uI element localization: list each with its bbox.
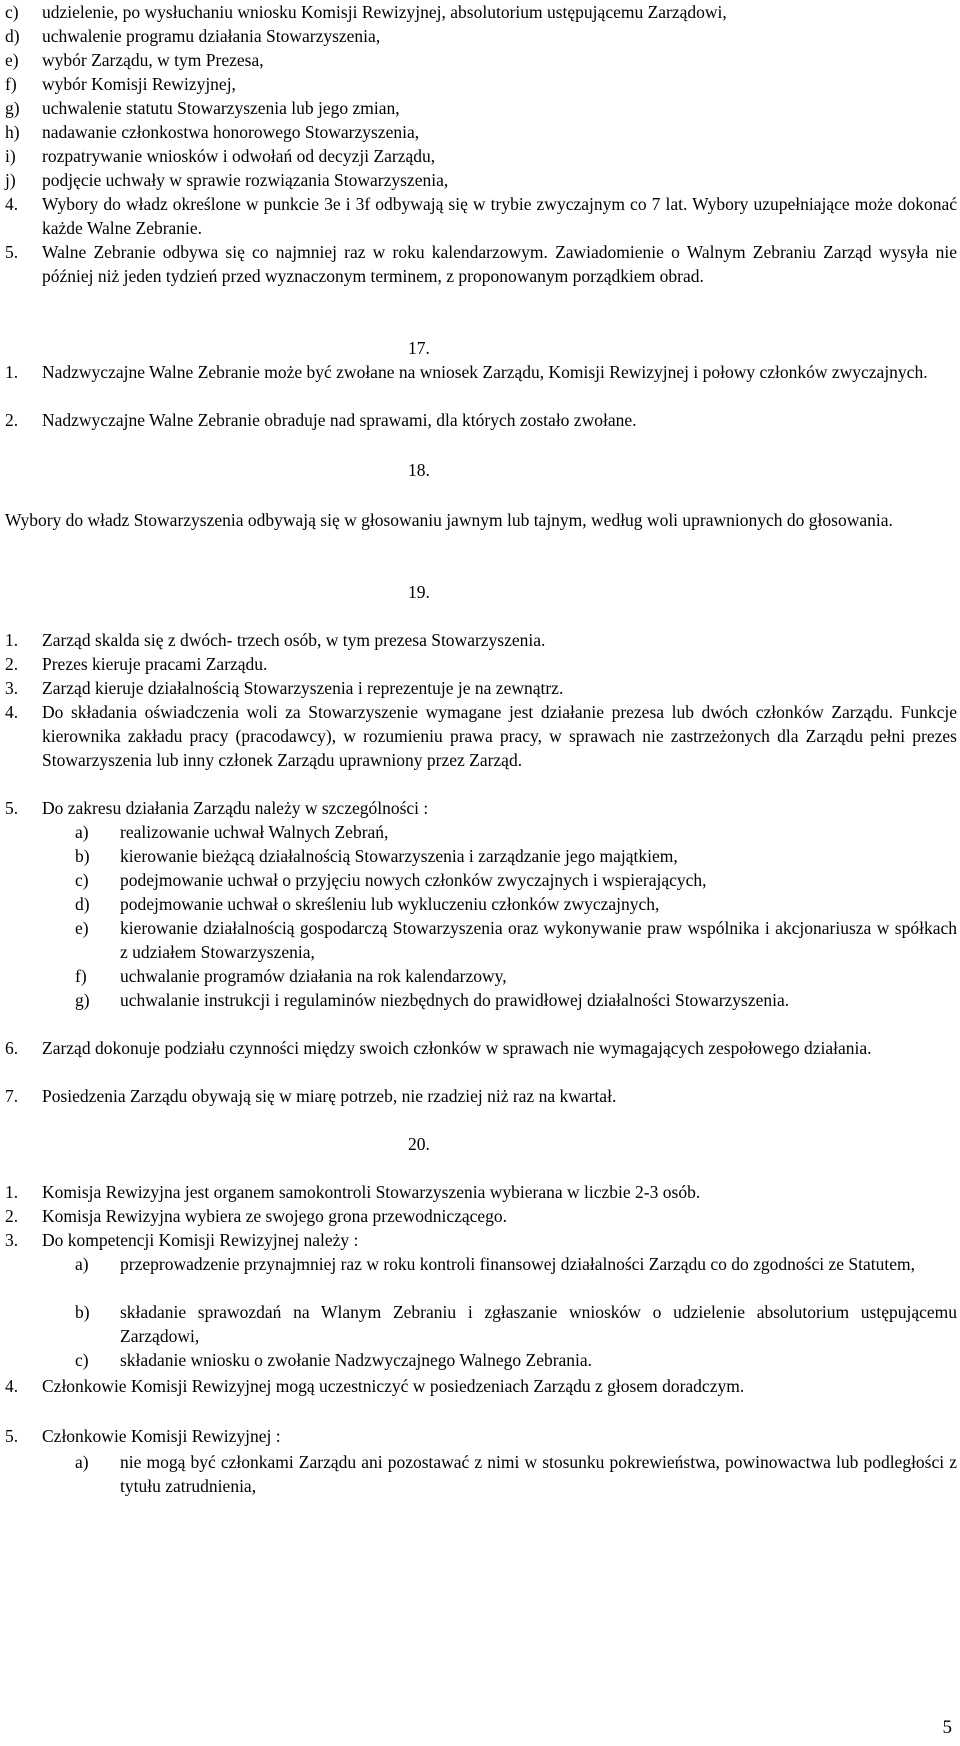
list-item: [5, 120, 957, 144]
list-label: 2.: [5, 410, 19, 430]
sublist-text: nie mogą być członkami Zarządu ani pozostawać z nimi w stosunku pokrewieństwa, powinowactwa lub podległości z tytułu zatrudnienia,: [120, 1452, 957, 1496]
sublist-item: [75, 1300, 957, 1348]
sublist-label: d): [75, 894, 90, 914]
list-label: j): [5, 170, 16, 190]
sublist-item: [75, 916, 957, 964]
list-label: 3.: [5, 678, 19, 698]
list-item: [5, 1424, 957, 1448]
list-text: uchwalenie programu działania Stowarzyszenia,: [42, 26, 381, 46]
list-label: 7.: [5, 1086, 19, 1106]
sublist-text: podejmowanie uchwał o przyjęciu nowych członków zwyczajnych i wspierających,: [120, 870, 707, 890]
list-label: f): [5, 74, 17, 94]
sublist-label: e): [75, 918, 89, 938]
list-label: 1.: [5, 362, 19, 382]
list-text: wybór Zarządu, w tym Prezesa,: [42, 50, 264, 70]
list-label: 1.: [5, 1182, 19, 1202]
sublist-text: podejmowanie uchwał o skreśleniu lub wykluczeniu członków zwyczajnych,: [120, 894, 660, 914]
sublist-text: składanie wniosku o zwołanie Nadzwyczajnego Walnego Zebrania.: [120, 1350, 593, 1370]
list-text: Komisja Rewizyjna wybiera ze swojego grona przewodniczącego.: [42, 1206, 508, 1226]
list-text: Zarząd dokonuje podziału czynności między swoich członków w sprawach nie wymagających zespołowego działania.: [42, 1038, 872, 1058]
list-item: [5, 1204, 957, 1228]
list-item: [5, 168, 957, 192]
list-item: [5, 1084, 957, 1108]
list-item: [5, 48, 957, 72]
sublist-label: f): [75, 966, 87, 986]
list-item: [5, 628, 957, 652]
page-number: 5: [942, 1717, 952, 1738]
list-item: [5, 1180, 957, 1204]
list-item: [5, 96, 957, 120]
sublist-item: [75, 964, 957, 988]
list-label: g): [5, 98, 20, 118]
list-item: [5, 1374, 957, 1398]
list-text: podjęcie uchwały w sprawie rozwiązania Stowarzyszenia,: [42, 170, 449, 190]
sublist-label: b): [75, 846, 90, 866]
list-label: 6.: [5, 1038, 19, 1058]
list-label: 4.: [5, 1376, 19, 1396]
list-item: [5, 144, 957, 168]
list-item: [5, 676, 957, 700]
sublist-item: [75, 1450, 957, 1498]
list-text: udzielenie, po wysłuchaniu wniosku Komisji Rewizyjnej, absolutorium ustępującemu Zarządowi,: [42, 2, 727, 22]
sublist-label: a): [75, 822, 89, 842]
list-item: [5, 24, 957, 48]
list-item: [5, 796, 957, 820]
list-label: d): [5, 26, 20, 46]
list-text: Członkowie Komisji Rewizyjnej :: [42, 1426, 281, 1446]
list-label: 4.: [5, 194, 19, 214]
sublist-text: składanie sprawozdań na Wlanym Zebraniu i zgłaszanie wniosków o udzielenie absolutorium ustępującemu Zarządowi,: [120, 1302, 957, 1346]
list-label: 1.: [5, 630, 19, 650]
sublist-item: [75, 1252, 957, 1276]
list-item: [5, 72, 957, 96]
list-label: 5.: [5, 1426, 19, 1446]
sublist-item: [75, 820, 957, 844]
list-label: 5.: [5, 242, 19, 262]
sublist-item: [75, 892, 957, 916]
list-text: Do składania oświadczenia woli za Stowarzyszenie wymagane jest działanie prezesa lub dwóch członków Zarządu. Funkcje kierownika zakładu pracy (pracodawcy), w rozumieniu prawa pracy, w sprawach nie zastrzeżonych dla Zarządu pełni prezes Stowarzyszenia lub inny członek Zarządu uprawniony przez Zarząd.: [42, 702, 957, 770]
list-item: [5, 408, 957, 432]
list-label: 2.: [5, 1206, 19, 1226]
sublist-item: [75, 988, 957, 1012]
paragraph: Wybory do władz Stowarzyszenia odbywają się w głosowaniu jawnym lub tajnym, według woli uprawnionych do głosowania.: [5, 510, 893, 530]
list-text: Zarząd skalda się z dwóch- trzech osób, w tym prezesa Stowarzyszenia.: [42, 630, 546, 650]
sublist-label: a): [75, 1452, 89, 1472]
list-text: Nadzwyczajne Walne Zebranie obraduje nad sprawami, dla których zostało zwołane.: [42, 410, 637, 430]
sublist-label: c): [75, 1350, 89, 1370]
list-text: Prezes kieruje pracami Zarządu.: [42, 654, 268, 674]
sublist-text: kierowanie bieżącą działalnością Stowarzyszenia i zarządzanie jego majątkiem,: [120, 846, 678, 866]
list-label: 2.: [5, 654, 19, 674]
list-text: Zarząd kieruje działalnością Stowarzyszenia i reprezentuje je na zewnątrz.: [42, 678, 564, 698]
list-label: i): [5, 146, 16, 166]
list-text: rozpatrywanie wniosków i odwołań od decyzji Zarządu,: [42, 146, 436, 166]
sublist-label: c): [75, 870, 89, 890]
list-text: Do zakresu działania Zarządu należy w szczególności :: [42, 798, 429, 818]
list-text: nadawanie członkostwa honorowego Stowarzyszenia,: [42, 122, 420, 142]
list-item: [5, 652, 957, 676]
list-text: Wybory do władz określone w punkcie 3e i 3f odbywają się w trybie zwyczajnym co 7 lat. Wybory uzupełniające może dokonać każde Walne Zebranie.: [42, 194, 957, 238]
list-item: [5, 192, 957, 240]
list-text: Członkowie Komisji Rewizyjnej mogą uczestniczyć w posiedzeniach Zarządu z głosem doradczym.: [42, 1376, 745, 1396]
list-text: Do kompetencji Komisji Rewizyjnej należy :: [42, 1230, 359, 1250]
list-label: c): [5, 2, 19, 22]
list-item: [5, 0, 957, 24]
sublist-text: uchwalanie programów działania na rok kalendarzowy,: [120, 966, 507, 986]
list-text: Posiedzenia Zarządu obywają się w miarę potrzeb, nie rzadziej niż raz na kwartał.: [42, 1086, 617, 1106]
list-text: Nadzwyczajne Walne Zebranie może być zwołane na wniosek Zarządu, Komisji Rewizyjnej i połowy członków zwyczajnych.: [42, 362, 928, 382]
list-item: [5, 1228, 957, 1252]
list-label: 3.: [5, 1230, 19, 1250]
list-label: e): [5, 50, 19, 70]
sublist-text: kierowanie działalnością gospodarczą Stowarzyszenia oraz wykonywanie praw wspólnika i akcjonariusza w spółkach z udziałem Stowarzyszenia,: [120, 918, 957, 962]
sublist-label: g): [75, 990, 90, 1010]
list-label: 4.: [5, 702, 19, 722]
list-item: [5, 240, 957, 288]
sublist-item: [75, 868, 957, 892]
document-page: c) udzielenie, po wysłuchaniu wniosku Komisji Rewizyjnej, absolutorium ustępującemu Zarządowi, d) uchwalenie programu działania Stowarzyszenia, e) wybór Zarządu, w tym Prezesa, f) wybór Komisji Rewizyjnej, g) uchwalenie statutu Stowarzyszenia lub jego zmian, h) nadawanie członkostwa honorowego Stowarzyszenia, i) rozpatrywanie wniosków i odwołań od decyzji Zarządu, j) podjęcie uchwały w sprawie rozwiązania Stowarzyszenia, 4. Wybory do władz określone w punkcie 3e i 3f odbywają się w trybie zwyczajnym co 7 lat. Wybory uzupełniające może dokonać każde Walne Zebranie. 5. Walne Zebranie odbywa się co najmniej raz w roku kalendarzowym. Zawiadomienie o Walnym Zebraniu Zarząd wysyła nie później niż jeden tydzień przed wyznaczonym terminem, z proponowanym porządkiem obrad. 17. 1. Nadzwyczajne Walne Zebranie może być zwołane na wniosek Zarządu, Komisji Rewizyjnej i połowy członków zwyczajnych. 2. Nadzwyczajne Walne Zebranie obraduje nad sprawami, dla których zostało zwołane. 18. Wybory do władz Stowarzyszenia odbywają się w głosowaniu jawnym lub tajnym, według woli uprawnionych do głosowania. 19. 1. Zarząd skalda się z dwóch- trzech osób, w tym prezesa Stowarzyszenia. 2. Prezes kieruje pracami Zarządu. 3. Zarząd kieruje działalnością Stowarzyszenia i reprezentuje je na zewnątrz. 4. Do składania oświadczenia woli za Stowarzyszenie wymagane jest działanie prezesa lub dwóch członków Zarządu. Funkcje kierownika zakładu pracy (pracodawcy), w rozumieniu prawa pracy, w sprawach nie zastrzeżonych dla Zarządu pełni prezes Stowarzyszenia lub inny członek Zarządu uprawniony przez Zarząd. 5. Do zakresu działania Zarządu należy w szczególności : a) realizowanie uchwał Walnych Zebrań, b) kierowanie bieżącą działalnością Stowarzyszenia i zarządzanie jego majątkiem, c) podejmowanie uchwał o przyjęciu nowych członków zwyczajnych i wspierających, d) podejmowanie uchwał o skreśleniu lub wykluczeniu członków zwyczajnych, e) kierowanie działalnością gospodarczą Stowarzyszenia oraz wykonywanie praw wspólnika i akcjonariusza w spółkach z udziałem Stowarzyszenia, f) uchwalanie programów działania na rok kalendarzowy, g) uchwalanie instrukcji i regulaminów niezbędnych do prawidłowej działalności Stowarzyszenia. 6. Zarząd dokonuje podziału czynności między swoich członków w sprawach nie wymagających zespołowego działania. 7. Posiedzenia Zarządu obywają się w miarę potrzeb, nie rzadziej niż raz na kwartał. 20. 1. Komisja Rewizyjna jest organem samokontroli Stowarzyszenia wybierana w liczbie 2-3 osób. 2. Komisja Rewizyjna wybiera ze swojego grona przewodniczącego. 3. Do kompetencji Komisji Rewizyjnej należy : a) przeprowadzenie przynajmniej raz w roku kontroli finansowej działalności Zarządu co do zgodności ze Statutem, b) składanie sprawozdań na Wlanym Zebraniu i zgłaszanie wniosków o udzielenie absolutorium ustępującemu Zarządowi, c) składanie wniosku o zwołanie Nadzwyczajnego Walnego Zebrania. 4. Członkowie Komisji Rewizyjnej mogą uczestniczyć w posiedzeniach Zarządu z głosem doradczym. 5. Członkowie Komisji Rewizyjnej : a) nie mogą być członkami Zarządu ani pozostawać z nimi w stosunku pokrewieństwa, powinowactwa lub podległości z tytułu zatrudnienia, 5: [5, 2, 957, 1738]
sublist-label: b): [75, 1302, 90, 1322]
list-item: [5, 360, 957, 384]
list-text: wybór Komisji Rewizyjnej,: [42, 74, 236, 94]
sublist-label: a): [75, 1254, 89, 1274]
list-item: [5, 1036, 957, 1060]
sublist-text: przeprowadzenie przynajmniej raz w roku kontroli finansowej działalności Zarządu co do zgodności ze Statutem,: [120, 1254, 915, 1274]
list-text: Walne Zebranie odbywa się co najmniej raz w roku kalendarzowym. Zawiadomienie o Walnym Zebraniu Zarząd wysyła nie później niż jeden tydzień przed wyznaczonym terminem, z proponowanym porządkiem obrad.: [42, 242, 957, 286]
sublist-text: realizowanie uchwał Walnych Zebrań,: [120, 822, 389, 842]
list-text: Komisja Rewizyjna jest organem samokontroli Stowarzyszenia wybierana w liczbie 2-3 osób.: [42, 1182, 701, 1202]
list-label: 5.: [5, 798, 19, 818]
sublist-text: uchwalanie instrukcji i regulaminów niezbędnych do prawidłowej działalności Stowarzyszenia.: [120, 990, 790, 1010]
sublist-item: [75, 1348, 957, 1372]
list-item: [5, 700, 957, 772]
sublist-item: [75, 844, 957, 868]
list-label: h): [5, 122, 20, 142]
list-text: uchwalenie statutu Stowarzyszenia lub jego zmian,: [42, 98, 400, 118]
